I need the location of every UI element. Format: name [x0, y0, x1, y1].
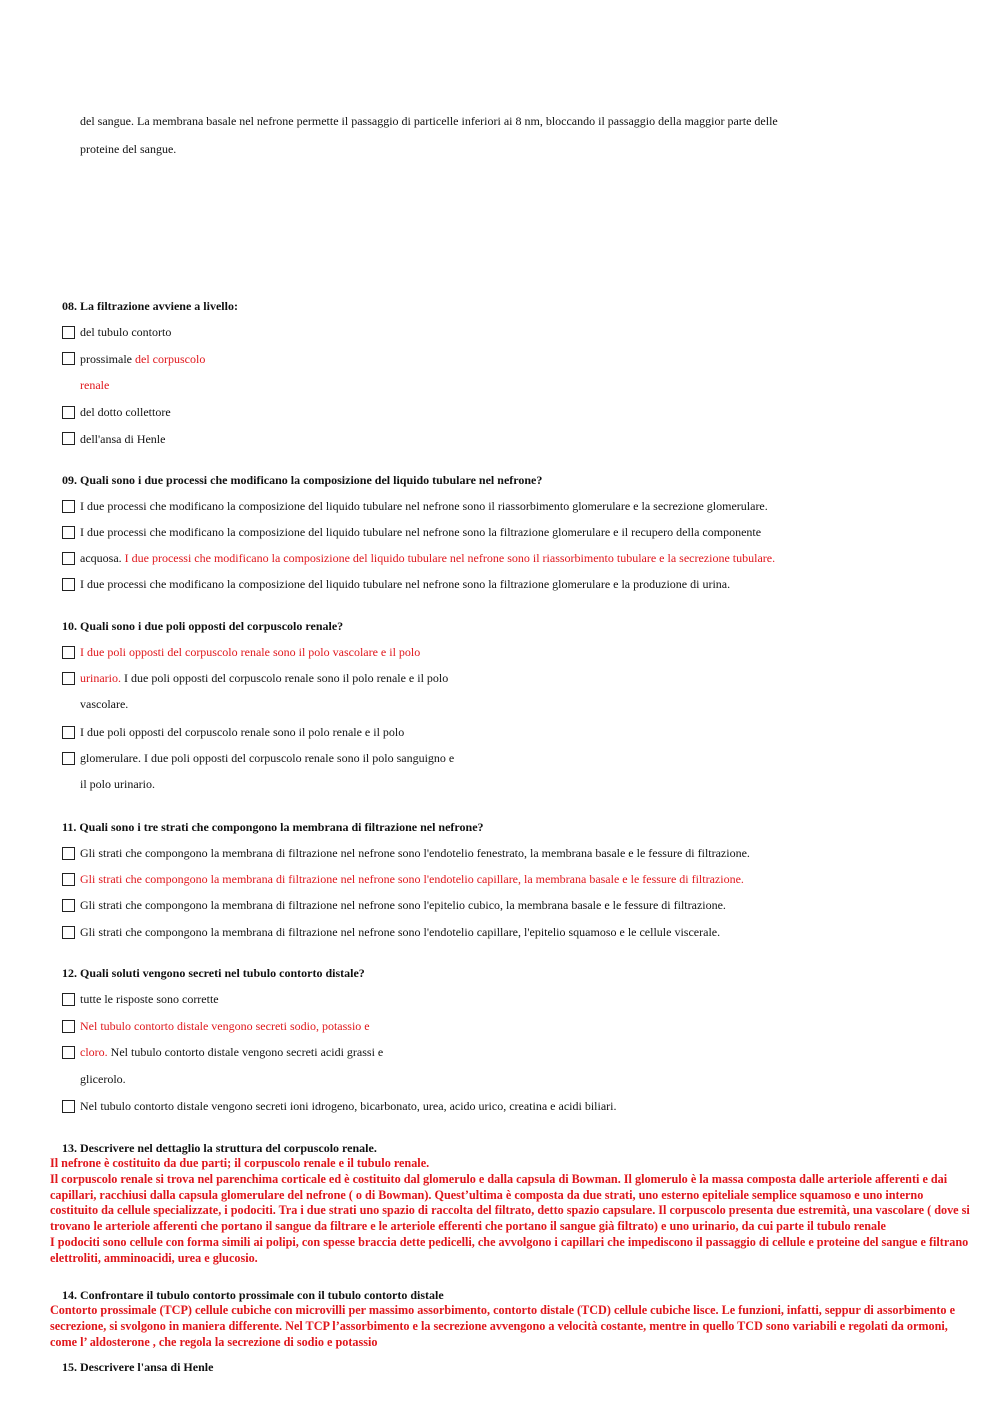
- q08-option-1: del tubulo contorto: [80, 325, 172, 339]
- q12-option-3-continuation: glicerolo.: [80, 1072, 126, 1086]
- question-14-title: 14. Confrontare il tubulo contorto prossimale con il tubulo contorto distale: [62, 1288, 444, 1302]
- q10-option-3: I due poli opposti del corpuscolo renale sono il polo renale e il polo: [80, 725, 405, 739]
- q11-checkbox-3[interactable]: [62, 899, 75, 912]
- q11-checkbox-2[interactable]: [62, 873, 75, 886]
- q12-option-3: [80, 1045, 383, 1060]
- q10-checkbox-2[interactable]: [62, 672, 75, 685]
- q12-option-2-correct: Nel tubulo contorto distale vengono secreti sodio, potassio e: [80, 1019, 370, 1033]
- q09-checkbox-3[interactable]: [62, 552, 75, 565]
- q08-checkbox-4[interactable]: [62, 432, 75, 445]
- q12-checkbox-2[interactable]: [62, 1020, 75, 1033]
- q11-option-4: Gli strati che compongono la membrana di filtrazione nel nefrone sono l'endotelio capillare, l'epitelio squamoso e le cellule viscerale.: [80, 925, 721, 939]
- q09-option-3-text: acquosa.: [80, 551, 125, 565]
- q10-option-4: glomerulare. I due poli opposti del corpuscolo renale sono il polo sanguigno e: [80, 751, 455, 765]
- q11-option-2-correct: Gli strati che compongono la membrana di filtrazione nel nefrone sono l'endotelio capillare, la membrana basale e le fessure di filtrazione.: [80, 872, 744, 886]
- q08-option-3: del dotto collettore: [80, 405, 171, 419]
- q10-option-2-continuation: vascolare.: [80, 697, 129, 711]
- question-09-title: 09. Quali sono i due processi che modificano la composizione del liquido tubulare nel nefrone?: [62, 473, 543, 487]
- q13-answer-para-1: Il nefrone è costituito da due parti; il corpuscolo renale e il tubulo renale.: [50, 1156, 430, 1170]
- q12-checkbox-4[interactable]: [62, 1100, 75, 1113]
- q09-checkbox-2[interactable]: [62, 526, 75, 539]
- q10-checkbox-3[interactable]: [62, 726, 75, 739]
- q09-checkbox-4[interactable]: [62, 578, 75, 591]
- q08-option-2: [80, 352, 205, 367]
- q09-option-2: I due processi che modificano la composizione del liquido tubulare nel nefrone sono la filtrazione glomerulare e il recupero della componente: [80, 525, 762, 539]
- q13-answer: [50, 1156, 970, 1267]
- question-11-title: 11. Quali sono i tre strati che compongono la membrana di filtrazione nel nefrone?: [62, 820, 484, 834]
- q11-checkbox-1[interactable]: [62, 847, 75, 860]
- q09-option-1: I due processi che modificano la composizione del liquido tubulare nel nefrone sono il riassorbimento glomerulare e la secrezione glomerulare.: [80, 499, 768, 513]
- q12-checkbox-1[interactable]: [62, 993, 75, 1006]
- question-12-title: 12. Quali soluti vengono secreti nel tubulo contorto distale?: [62, 966, 365, 980]
- q11-checkbox-4[interactable]: [62, 926, 75, 939]
- q12-option-3-text: Nel tubulo contorto distale vengono secreti acidi grassi e: [107, 1045, 384, 1059]
- q14-answer: [50, 1303, 970, 1350]
- q08-checkbox-2[interactable]: [62, 352, 75, 365]
- q08-option-4: dell'ansa di Henle: [80, 432, 166, 446]
- q09-option-3-correct-text: I due processi che modificano la composizione del liquido tubulare nel nefrone sono il riassorbimento tubulare e la secrezione tubulare.: [124, 551, 776, 565]
- q12-checkbox-3[interactable]: [62, 1046, 75, 1059]
- q08-option-2-continuation: renale: [80, 378, 110, 392]
- q08-option-2-text: prossimale: [80, 352, 135, 366]
- q12-option-1: tutte le risposte sono corrette: [80, 992, 219, 1006]
- q12-option-4: Nel tubulo contorto distale vengono secreti ioni idrogeno, bicarbonato, urea, acido urico, creatina e acidi biliari.: [80, 1099, 617, 1113]
- intro-line-1: del sangue. La membrana basale nel nefrone permette il passaggio di particelle inferiori ai 8 nm, bloccando il passaggio della maggior parte delle: [80, 114, 778, 128]
- q10-option-1: I due poli opposti del corpuscolo renale sono il polo vascolare e il polo: [80, 645, 421, 659]
- question-08-title: 08. La filtrazione avviene a livello:: [62, 299, 238, 313]
- q09-option-4: I due processi che modificano la composizione del liquido tubulare nel nefrone sono la filtrazione glomerulare e la produzione di urina.: [80, 577, 731, 591]
- intro-line-2: proteine del sangue.: [80, 142, 177, 156]
- q11-option-3: Gli strati che compongono la membrana di filtrazione nel nefrone sono l'epitelio cubico, la membrana basale e le fessure di filtrazione.: [80, 898, 726, 912]
- q08-checkbox-1[interactable]: [62, 326, 75, 339]
- q10-option-4-continuation: il polo urinario.: [80, 777, 155, 791]
- q10-option-2: [80, 671, 448, 686]
- q12-option-3-correct-text: cloro.: [80, 1045, 108, 1059]
- q10-option-2-correct-text: urinario.: [80, 671, 121, 685]
- question-15-title: 15. Descrivere l'ansa di Henle: [62, 1360, 214, 1374]
- q09-checkbox-1[interactable]: [62, 500, 75, 513]
- q10-checkbox-1[interactable]: [62, 646, 75, 659]
- q08-checkbox-3[interactable]: [62, 406, 75, 419]
- q13-answer-para-3: I podociti sono cellule con forma simili ai polipi, con spesse braccia dette pedicelli, che avvolgono i capillari che impediscono il passaggio di cellule e proteine del sangue e filtrano elettroliti, amminoacidi, urea e glucosio.: [50, 1234, 969, 1265]
- q10-option-2-text: I due poli opposti del corpuscolo renale sono il polo renale e il polo: [121, 671, 449, 685]
- q11-option-1: Gli strati che compongono la membrana di filtrazione nel nefrone sono l'endotelio fenestrato, la membrana basale e le fessure di filtrazione.: [80, 846, 750, 860]
- question-10-title: 10. Quali sono i due poli opposti del corpuscolo renale?: [62, 619, 344, 633]
- q13-answer-para-2: Il corpuscolo renale si trova nel parenchima corticale ed è costituito dal glomerulo e dalla capsula di Bowman. Il glomerulo è la massa composta dalle arteriole afferenti e dai capillari, racchiusi dalla capsula glomerulare del nefrone ( o di Bowman). Quest’ultima è composta da due strati, uno esterno epiteliale semplice squamoso e uno interno costituito da cellule specializzate, i podociti. Tra i due strati uno spazio di raccolta del filtrato, detto spazio capsulare. Il corpuscolo presenta due estremità, una vascolare ( dove si trovano le arteriole afferenti che portano il sangue da filtrare e le arteriole efferenti che portano il sangue già filtrato) e uno urinario, da cui parte il tubulo renale: [50, 1171, 970, 1234]
- q10-checkbox-4[interactable]: [62, 752, 75, 765]
- q09-option-3: [80, 551, 775, 566]
- question-13-title: 13. Descrivere nel dettaglio la struttura del corpuscolo renale.: [62, 1141, 377, 1155]
- q08-option-2-correct-text: del corpuscolo: [135, 352, 206, 366]
- q14-answer-para-1: Contorto prossimale (TCP) cellule cubiche con microvilli per massimo assorbimento, contorto distale (TCD) cellule cubiche lisce. Le funzioni, infatti, seppur di assorbimento e secrezione, si svolgono in maniera differente. Nel TCP l’assorbimento e la secrezione avvengono a velocità costante, mentre in quello TCD sono variabili e regolati da ormoni, come l’ aldosterone , che regola la secrezione di sodio e potassio: [50, 1303, 955, 1349]
